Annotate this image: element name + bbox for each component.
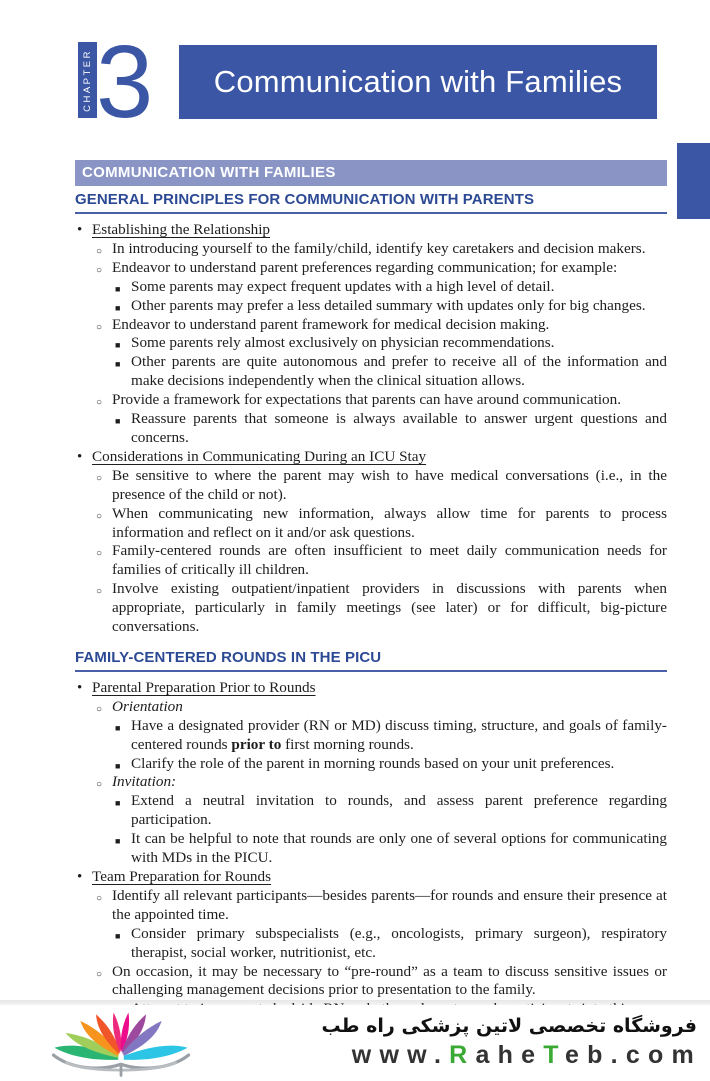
disc-bullet-icon: • xyxy=(77,869,83,885)
list-item xyxy=(75,542,667,580)
list-item-text: Be sensitive to where the parent may wish to have medical conversations (i.e., in the presence of the child or not). xyxy=(112,466,667,503)
section-heading: FAMILY-CENTERED ROUNDS IN THE PICU xyxy=(75,649,667,672)
list-item xyxy=(75,278,667,297)
circle-bullet-icon: ○ xyxy=(96,472,103,484)
list-item-text: Invitation: xyxy=(112,773,177,791)
website-url: www.RaheTeb.com xyxy=(351,1041,702,1069)
list-item xyxy=(75,925,667,963)
circle-bullet-icon: ○ xyxy=(96,548,103,560)
square-bullet-icon: ■ xyxy=(115,930,121,941)
list-item xyxy=(75,297,667,316)
list-item-text: Reassure parents that someone is always available to answer urgent questions and concerns. xyxy=(131,410,667,446)
list-item xyxy=(75,448,667,467)
list-item-text: Clarify the role of the parent in morning rounds based on your unit preferences. xyxy=(131,754,615,772)
page-banner: COMMUNICATION WITH FAMILIES xyxy=(75,160,667,186)
list-item-text: Some parents may expect frequent updates with a high level of detail. xyxy=(131,277,555,295)
list-item-text: Orientation xyxy=(112,697,183,715)
list-item xyxy=(75,353,667,391)
list-item-text: It can be helpful to note that rounds are only one of several options for communicating with MDs in the PICU. xyxy=(131,830,667,867)
section xyxy=(75,191,667,637)
list-item xyxy=(75,240,667,259)
circle-bullet-icon: ○ xyxy=(96,397,103,409)
list-item xyxy=(75,467,667,505)
list-item-text: Some parents rely almost exclusively on physician recommendations. xyxy=(131,334,555,352)
circle-bullet-icon: ○ xyxy=(96,892,103,904)
list-item xyxy=(75,830,667,868)
list-item-text: Provide a framework for expectations that parents can have around communication. xyxy=(112,391,622,409)
list-item xyxy=(75,698,667,717)
square-bullet-icon: ■ xyxy=(115,760,121,771)
square-bullet-icon: ■ xyxy=(115,359,121,370)
chapter-label: CHAPTER xyxy=(82,48,93,112)
list-item xyxy=(75,963,667,1001)
disc-bullet-icon: • xyxy=(77,679,83,696)
list-item xyxy=(75,773,667,792)
list-item-text: Family-centered rounds are often insufficient to meet daily communication needs for families of critically ill children. xyxy=(112,542,667,579)
chapter-box xyxy=(78,42,97,118)
list-item-text: In introducing yourself to the family/child, identify key caretakers and decision makers. xyxy=(112,239,646,257)
square-bullet-icon: ■ xyxy=(115,798,121,809)
raheteb-book-logo xyxy=(36,1007,206,1081)
list-item xyxy=(75,410,667,448)
list-item-text: Identify all relevant participants—besides parents—for rounds and ensure their presence at the appointed time. xyxy=(112,886,667,923)
circle-bullet-icon: ○ xyxy=(96,586,103,598)
square-bullet-icon: ■ xyxy=(115,722,121,733)
circle-bullet-icon: ○ xyxy=(96,245,103,257)
square-bullet-icon: ■ xyxy=(115,836,121,847)
list-item xyxy=(75,334,667,353)
chapter-side-tab xyxy=(677,143,710,219)
disc-bullet-icon: • xyxy=(77,448,83,465)
disc-bullet-icon: • xyxy=(77,222,83,238)
list-item xyxy=(75,391,667,410)
list-item xyxy=(75,887,667,925)
list-item-text: Extend a neutral invitation to rounds, and assess parent preference regarding participation. xyxy=(131,792,667,829)
content-sections xyxy=(75,191,667,1005)
list-item xyxy=(75,717,667,755)
list-item xyxy=(75,679,667,698)
list-item xyxy=(75,259,667,278)
list-item-text: Consider primary subspecialists (e.g., oncologists, primary surgeon), respiratory therapist, social worker, nutritionist, etc. xyxy=(131,924,667,961)
circle-bullet-icon: ○ xyxy=(96,264,103,276)
footer-watermark xyxy=(0,1005,710,1080)
circle-bullet-icon: ○ xyxy=(96,510,103,522)
chapter-title: Communication with Families xyxy=(213,64,623,99)
list-item xyxy=(75,316,667,335)
list-item xyxy=(75,580,667,637)
square-bullet-icon: ■ xyxy=(115,416,121,427)
list-item-text: On occasion, it may be necessary to “pre-round” as a team to discuss sensitive issues or challenging management decisions prior to presentation to the family. xyxy=(112,962,667,999)
list-item-text: When communicating new information, always allow time for parents to process information and reflect on it and/or ask questions. xyxy=(112,504,667,541)
circle-bullet-icon: ○ xyxy=(96,703,103,715)
list-item-text: Team Preparation for Rounds xyxy=(92,868,272,885)
list-item-text: Involve existing outpatient/inpatient providers in discussions with parents when appropriate, particularly in family meetings (see later) or for difficult, big-picture conversations. xyxy=(112,580,667,636)
list-item-text: Parental Preparation Prior to Rounds xyxy=(92,678,316,696)
list-item-text: Endeavor to understand parent framework for medical decision making. xyxy=(112,315,550,333)
store-name-farsi: فروشگاه تخصصی لاتین پزشکی راه طب xyxy=(321,1015,697,1037)
list-item xyxy=(75,221,667,240)
circle-bullet-icon: ○ xyxy=(96,968,103,980)
list-item xyxy=(75,505,667,543)
list-item-text: Endeavor to understand parent preferences regarding communication; for example: xyxy=(112,258,618,276)
list-item xyxy=(75,792,667,830)
square-bullet-icon: ■ xyxy=(115,283,121,294)
section-heading: GENERAL PRINCIPLES FOR COMMUNICATION WITH PARENTS xyxy=(75,191,667,214)
circle-bullet-icon: ○ xyxy=(96,779,103,791)
list-item-text: Establishing the Relationship xyxy=(92,221,271,238)
circle-bullet-icon: ○ xyxy=(96,321,103,333)
chapter-title-banner xyxy=(179,45,657,119)
section xyxy=(75,649,667,1019)
list-item xyxy=(75,755,667,774)
chapter-number: 3 xyxy=(96,24,154,139)
list-item-text: Have a designated provider (RN or MD) discuss timing, structure, and goals of family-centered rounds prior to first morning rounds. xyxy=(131,716,667,753)
list-item-text: Other parents are quite autonomous and prefer to receive all of the information and make decisions independently when the clinical situation allows. xyxy=(131,353,667,390)
list-item xyxy=(75,868,667,887)
list-item-text: Other parents may prefer a less detailed summary with updates only for big changes. xyxy=(131,296,646,314)
square-bullet-icon: ■ xyxy=(115,340,121,351)
square-bullet-icon: ■ xyxy=(115,302,121,313)
list-item-text: Considerations in Communicating During an ICU Stay xyxy=(92,447,427,465)
